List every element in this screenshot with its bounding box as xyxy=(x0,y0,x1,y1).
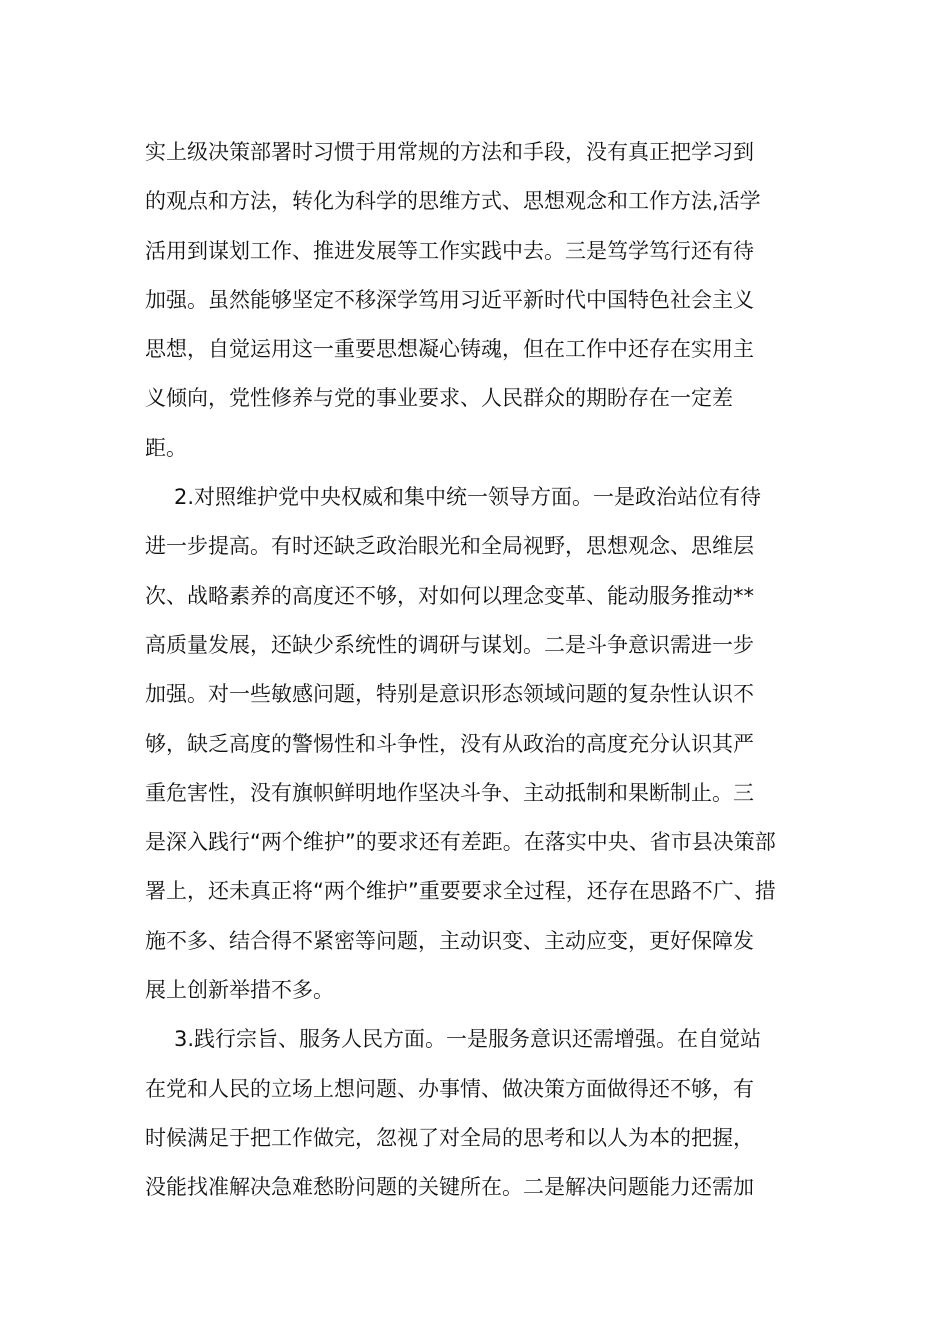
text-line: 没能找准解决急难愁盼问题的关键所在。二是解决问题能力还需加 xyxy=(145,1175,754,1200)
text-line: 活用到谋划工作、推进发展等工作实践中去。三是笃学笃行还有待 xyxy=(145,238,754,263)
text-line: 时候满足于把工作做完，忽视了对全局的思考和以人为本的把握， xyxy=(145,1125,754,1150)
text-line: 加强。虽然能够坚定不移深学笃用习近平新时代中国特色社会主义 xyxy=(145,287,754,312)
paragraph-start-line: 3.践行宗旨、服务人民方面。一是服务意识还需增强。在自觉站 xyxy=(174,1027,762,1052)
text-line: 高质量发展，还缺少系统性的调研与谋划。二是斗争意识需进一步 xyxy=(145,632,754,657)
text-line: 次、战略素养的高度还不够，对如何以理念变革、能动服务推动** xyxy=(145,583,754,608)
text-line: 施不多、结合得不紧密等问题，主动识变、主动应变，更好保障发 xyxy=(145,928,754,953)
text-line: 距。 xyxy=(145,435,187,460)
text-line: 在党和人民的立场上想问题、办事情、做决策方面做得还不够，有 xyxy=(145,1076,754,1101)
text-line: 思想，自觉运用这一重要思想凝心铸魂，但在工作中还存在实用主 xyxy=(145,337,754,362)
text-line: 义倾向，党性修养与党的事业要求、人民群众的期盼存在一定差 xyxy=(145,386,733,411)
text-line: 重危害性，没有旗帜鲜明地作坚决斗争、主动抵制和果断制止。三 xyxy=(145,780,754,805)
text-line: 够，缺乏高度的警惕性和斗争性，没有从政治的高度充分认识其严 xyxy=(145,731,754,756)
paragraph-start-line: 2.对照维护党中央权威和集中统一领导方面。一是政治站位有待 xyxy=(174,485,762,510)
text-line: 进一步提高。有时还缺乏政治眼光和全局视野，思想观念、思维层 xyxy=(145,534,754,559)
text-line: 署上，还未真正将“两个维护”重要要求全过程，还存在思路不广、措 xyxy=(145,879,776,904)
text-line: 的观点和方法，转化为科学的思维方式、思想观念和工作方法,活学 xyxy=(145,189,761,214)
text-line: 加强。对一些敏感问题，特别是意识形态领域问题的复杂性认识不 xyxy=(145,682,754,707)
text-line: 是深入践行“两个维护”的要求还有差距。在落实中央、省市县决策部 xyxy=(145,830,776,855)
body-text xyxy=(145,128,810,1213)
text-line: 展上创新举措不多。 xyxy=(145,978,334,1003)
text-line: 实上级决策部署时习惯于用常规的方法和手段，没有真正把学习到 xyxy=(145,140,754,164)
